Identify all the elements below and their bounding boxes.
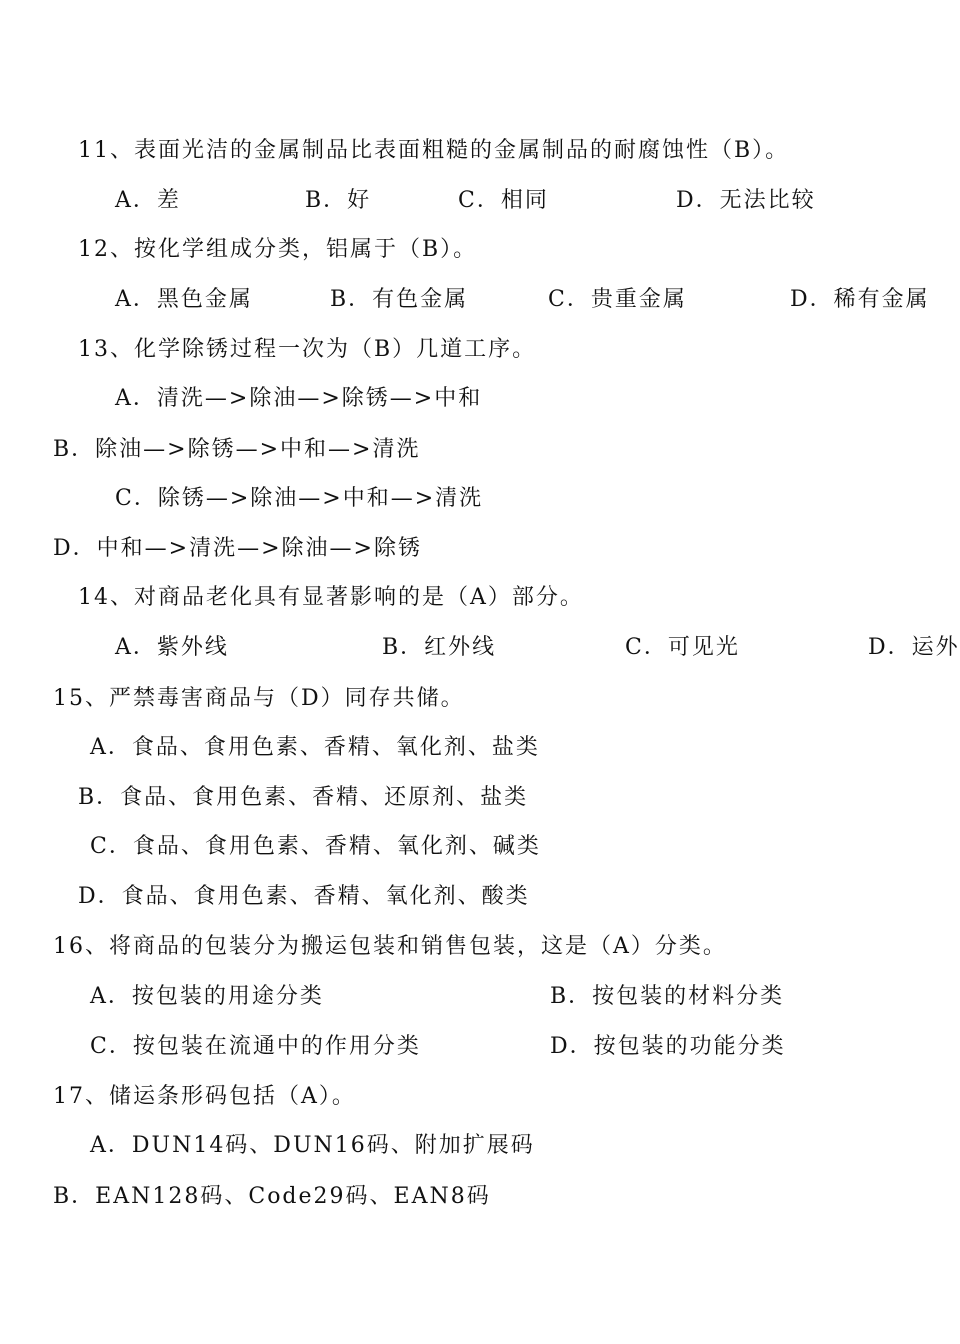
- question-15-stem: 15、严禁毒害商品与（D）同存共储。: [53, 686, 465, 711]
- question-14-option-b: B．红外线: [382, 635, 497, 660]
- question-13-option-d: D．中和—>清洗—>除油—>除锈: [53, 536, 422, 561]
- question-12-option-d: D．稀有金属: [790, 287, 930, 312]
- question-15-option-a: A．食品、食用色素、香精、氧化剂、盐类: [90, 735, 540, 760]
- question-15-option-b: B．食品、食用色素、香精、还原剂、盐类: [78, 785, 529, 810]
- question-12-stem: 12、按化学组成分类，铝属于（B）。: [78, 237, 478, 262]
- question-11-stem: 11、表面光洁的金属制品比表面粗糙的金属制品的耐腐蚀性（B）。: [78, 138, 790, 163]
- question-14-option-d: D．运外: [868, 635, 960, 660]
- question-13-option-a: A．清洗—>除油—>除锈—>中和: [115, 386, 483, 411]
- question-13-option-b: B．除油—>除锈—>中和—>清洗: [53, 437, 421, 462]
- question-14-stem: 14、对商品老化具有显著影响的是（A）部分。: [78, 585, 584, 610]
- question-12-option-c: C．贵重金属: [548, 287, 687, 312]
- question-16-option-d: D．按包装的功能分类: [550, 1034, 786, 1059]
- question-16-option-c: C．按包装在流通中的作用分类: [90, 1034, 421, 1059]
- question-16-option-b: B．按包装的材料分类: [550, 984, 785, 1009]
- question-16-stem: 16、将商品的包装分为搬运包装和销售包装，这是（A）分类。: [53, 934, 727, 959]
- question-17-stem: 17、储运条形码包括（A）。: [53, 1084, 356, 1109]
- question-14-option-a: A．紫外线: [115, 635, 229, 660]
- question-11-option-d: D．无法比较: [676, 188, 816, 213]
- question-15-option-c: C．食品、食用色素、香精、氧化剂、碱类: [90, 834, 541, 859]
- question-13-stem: 13、化学除锈过程一次为（B）几道工序。: [78, 337, 537, 362]
- question-13-option-c: C．除锈—>除油—>中和—>清洗: [115, 486, 484, 511]
- question-17-option-b: B．EAN128码、Code29码、EAN8码: [53, 1184, 491, 1209]
- question-12-option-a: A．黑色金属: [115, 287, 253, 312]
- question-11-option-b: B．好: [305, 188, 372, 213]
- question-17-option-a: A．DUN14码、DUN16码、附加扩展码: [90, 1133, 535, 1158]
- question-11-option-a: A．差: [115, 188, 181, 213]
- question-14-option-c: C．可见光: [625, 635, 740, 660]
- question-12-option-b: B．有色金属: [330, 287, 469, 312]
- question-16-option-a: A．按包装的用途分类: [90, 984, 324, 1009]
- question-15-option-d: D．食品、食用色素、香精、氧化剂、酸类: [78, 884, 530, 909]
- question-11-option-c: C．相同: [458, 188, 549, 213]
